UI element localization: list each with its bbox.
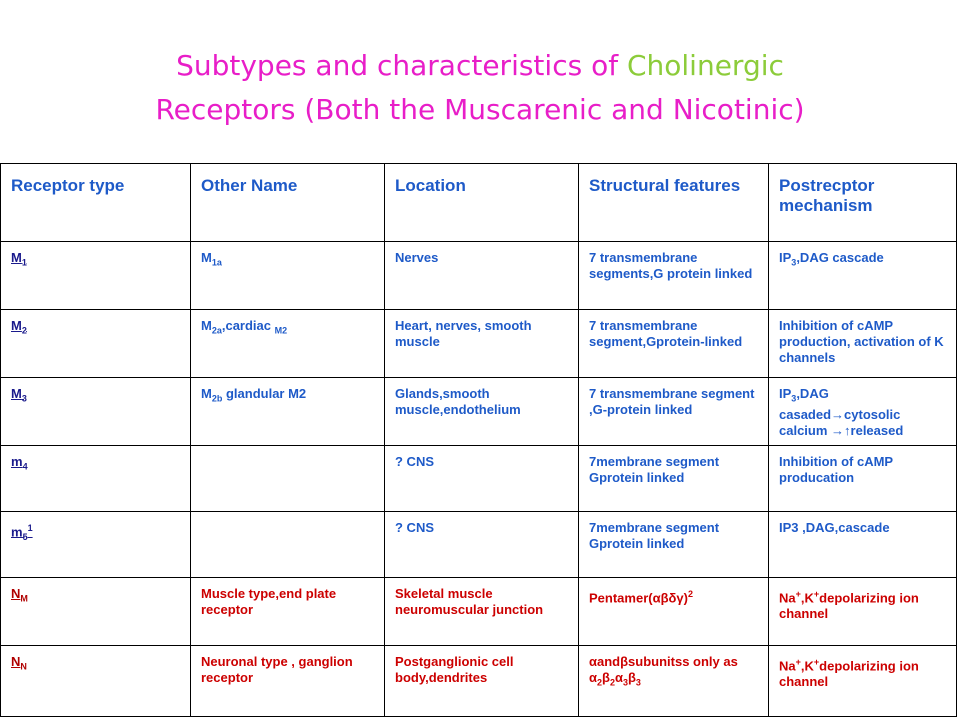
receptor-table xyxy=(0,163,957,717)
header-other-name: Other Name xyxy=(191,164,385,242)
mechanism-cell xyxy=(769,646,957,717)
title-line-1 xyxy=(0,44,960,88)
struct-sup: 2 xyxy=(687,589,693,599)
location-cell: Nerves xyxy=(385,242,579,310)
other-sub: 2b xyxy=(211,393,223,404)
type-base: M xyxy=(11,386,22,401)
header-row xyxy=(1,164,957,242)
other-sub: 2a xyxy=(211,325,222,336)
title-accent: Cholinergic xyxy=(626,49,784,82)
table-row-m3 xyxy=(1,378,957,446)
location-cell: ? CNS xyxy=(385,512,579,578)
mech-b: ,DAG casaded→cytosolic calcium →↑released xyxy=(779,386,904,438)
header-receptor-type: Receptor type xyxy=(1,164,191,242)
other-base: M xyxy=(201,318,212,333)
receptor-type-cell xyxy=(1,446,191,512)
struct-a: Pentamer(αβδγ) xyxy=(589,590,688,606)
mech-a: IP xyxy=(779,250,792,265)
type-sub: 3 xyxy=(21,393,27,404)
structure-cell: 7 transmembrane segments,G protein linked xyxy=(579,242,769,310)
other-name-cell xyxy=(191,378,385,446)
other-rest: ,cardiac xyxy=(221,318,275,333)
structure-cell: 7membrane segment Gprotein linked xyxy=(579,512,769,578)
mech-sub: 3 xyxy=(791,257,797,268)
table-row-m1 xyxy=(1,242,957,310)
structure-cell xyxy=(579,646,769,717)
mechanism-cell: IP3 ,DAG,cascade xyxy=(769,512,957,578)
location-cell: ? CNS xyxy=(385,446,579,512)
other-base: M xyxy=(201,386,212,401)
mech-c: depolarizing ion channel xyxy=(779,658,919,690)
type-base: m xyxy=(11,524,23,540)
mechanism-cell: Inhibition of cAMP production, activation of K channels xyxy=(769,310,957,378)
type-base: M xyxy=(11,318,22,333)
type-sup: 1 xyxy=(27,523,33,533)
mech-sup2: + xyxy=(813,657,820,667)
receptor-type-cell xyxy=(1,378,191,446)
title-text-1: Subtypes and characteristics of xyxy=(176,49,627,82)
mech-sup1: + xyxy=(795,589,801,599)
table-row-m4 xyxy=(1,446,957,512)
struct-d: β xyxy=(627,670,636,685)
other-name-cell xyxy=(191,446,385,512)
mechanism-cell xyxy=(769,242,957,310)
structure-cell: 7 transmembrane segment,Gprotein-linked xyxy=(579,310,769,378)
receptor-type-cell xyxy=(1,242,191,310)
type-sub: 2 xyxy=(21,325,27,336)
other-name-cell xyxy=(191,310,385,378)
structure-cell: 7membrane segment Gprotein linked xyxy=(579,446,769,512)
mech-c: depolarizing ion channel xyxy=(779,590,919,622)
location-cell: Skeletal muscle neuromuscular junction xyxy=(385,578,579,646)
receptor-type-cell xyxy=(1,310,191,378)
type-sub: 5 xyxy=(22,531,28,542)
type-base: N xyxy=(11,586,21,601)
mech-sup2: + xyxy=(813,589,820,599)
struct-a: αandβsubunitss only as α xyxy=(589,654,738,685)
mechanism-cell xyxy=(769,378,957,446)
location-cell: Heart, nerves, smooth muscle xyxy=(385,310,579,378)
table-row-m2 xyxy=(1,310,957,378)
slide-title xyxy=(0,44,960,132)
title-line-2: Receptors (Both the Muscarenic and Nicotinic) xyxy=(155,93,805,126)
header-postreceptor-mechanism: Postrecptor mechanism xyxy=(769,164,957,242)
type-base: N xyxy=(11,654,21,669)
mech-a: Na xyxy=(779,658,796,674)
mech-b: ,K xyxy=(800,658,814,674)
type-sub: 4 xyxy=(22,461,28,472)
struct-s3: 3 xyxy=(622,677,628,688)
receptor-type-cell xyxy=(1,646,191,717)
structure-cell: 7 transmembrane segment ,G-protein linked xyxy=(579,378,769,446)
other-name-cell: Neuronal type , ganglion receptor xyxy=(191,646,385,717)
other-name-cell xyxy=(191,512,385,578)
table-row-m5 xyxy=(1,512,957,578)
type-base: m xyxy=(11,454,23,469)
struct-b: β xyxy=(602,670,610,685)
struct-s4: 3 xyxy=(635,677,641,688)
mech-a: IP xyxy=(779,386,792,401)
other-name-cell xyxy=(191,242,385,310)
header-structural-features: Structural features xyxy=(579,164,769,242)
other-name-cell: Muscle type,end plate receptor xyxy=(191,578,385,646)
type-base: M xyxy=(11,250,22,265)
location-cell: Glands,smooth muscle,endothelium xyxy=(385,378,579,446)
struct-s1: 2 xyxy=(597,677,603,688)
receptor-type-cell xyxy=(1,512,191,578)
struct-c: α xyxy=(614,670,623,685)
struct-s2: 2 xyxy=(609,677,615,688)
mech-sup1: + xyxy=(795,657,801,667)
mech-b: ,DAG cascade xyxy=(796,250,884,265)
type-sub: N xyxy=(20,661,27,672)
header-location: Location xyxy=(385,164,579,242)
other-rest: glandular M2 xyxy=(222,386,307,401)
mechanism-cell xyxy=(769,578,957,646)
mech-a: Na xyxy=(779,590,796,606)
other-sub: 1a xyxy=(211,257,222,268)
structure-cell xyxy=(579,578,769,646)
other-base: M xyxy=(201,250,212,265)
type-sub: 1 xyxy=(21,257,27,268)
receptor-type-cell xyxy=(1,578,191,646)
mech-sub: 3 xyxy=(791,393,797,404)
table-row-nm xyxy=(1,578,957,646)
mechanism-cell: Inhibition of cAMP producation xyxy=(769,446,957,512)
table-row-nn xyxy=(1,646,957,717)
location-cell: Postganglionic cell body,dendrites xyxy=(385,646,579,717)
other-small: M2 xyxy=(274,325,288,336)
mech-b: ,K xyxy=(800,590,814,606)
type-sub: M xyxy=(20,593,28,604)
